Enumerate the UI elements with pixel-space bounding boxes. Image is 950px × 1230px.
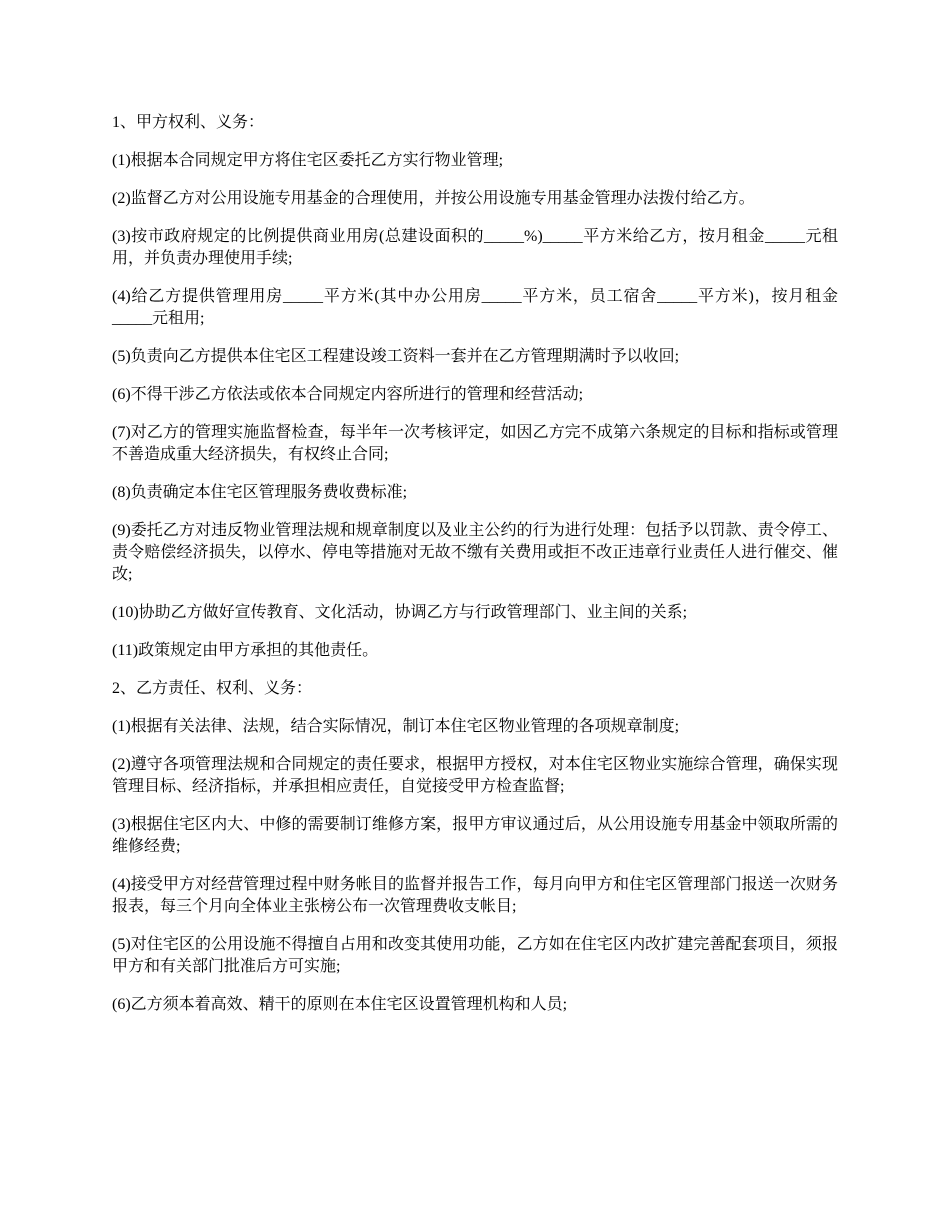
clause-a-1: (1)根据本合同规定甲方将住宅区委托乙方实行物业管理; [112,152,504,169]
clause-b-3: (3)根据住宅区内大、中修的需要制订维修方案，报甲方审议通过后，从公用设施专用基金中领取所需的维修经费; [112,816,838,855]
clause-b-4: (4)接受甲方对经营管理过程中财务帐目的监督并报告工作，每月向甲方和住宅区管理部门报送一次财务报表，每三个月向全体业主张榜公布一次管理费收支帐目; [112,876,838,915]
clause-a-2: (2)监督乙方对公用设施专用基金的合理使用，并按公用设施专用基金管理办法拨付给乙方。 [112,190,755,207]
clause-a-5: (5)负责向乙方提供本住宅区工程建设竣工资料一套并在乙方管理期满时予以收回; [112,348,680,365]
clause-a-11: (11)政策规定由甲方承担的其他责任。 [112,642,379,659]
clause-b-5: (5)对住宅区的公用设施不得擅自占用和改变其使用功能，乙方如在住宅区内改扩建完善配套项目，须报甲方和有关部门批准后方可实施; [112,936,838,975]
clause-a-4: (4)给乙方提供管理用房_____平方米(其中办公用房_____平方米，员工宿舍_____平方米)，按月租金_____元租用; [112,288,838,327]
clause-a-6: (6)不得干涉乙方依法或依本合同规定内容所进行的管理和经营活动; [112,386,584,403]
section-heading-party-b: 2、乙方责任、权利、义务： [112,680,313,697]
document-page [112,112,838,1032]
clause-a-8: (8)负责确定本住宅区管理服务费收费标准; [112,484,408,501]
clause-a-7: (7)对乙方的管理实施监督检查，每半年一次考核评定，如因乙方完不成第六条规定的目标和指标或管理不善造成重大经济损失，有权终止合同; [112,424,838,463]
clause-a-10: (10)协助乙方做好宣传教育、文化活动，协调乙方与行政管理部门、业主间的关系; [112,604,688,621]
clause-b-2: (2)遵守各项管理法规和合同规定的责任要求，根据甲方授权，对本住宅区物业实施综合管理，确保实现管理目标、经济指标，并承担相应责任，自觉接受甲方检查监督; [112,756,838,795]
clause-b-1: (1)根据有关法律、法规，结合实际情况，制订本住宅区物业管理的各项规章制度; [112,718,680,735]
section-heading-party-a: 1、甲方权利、义务： [112,114,265,131]
clause-a-9: (9)委托乙方对违反物业管理法规和规章制度以及业主公约的行为进行处理：包括予以罚款、责令停工、责令赔偿经济损失，以停水、停电等措施对无故不缴有关费用或拒不改正违章行业责任人进行催交、催改; [112,522,838,583]
clause-a-3: (3)按市政府规定的比例提供商业用房(总建设面积的_____%)_____平方米给乙方，按月租金_____元租用，并负责办理使用手续; [112,228,838,267]
clause-b-6: (6)乙方须本着高效、精干的原则在本住宅区设置管理机构和人员; [112,996,568,1013]
